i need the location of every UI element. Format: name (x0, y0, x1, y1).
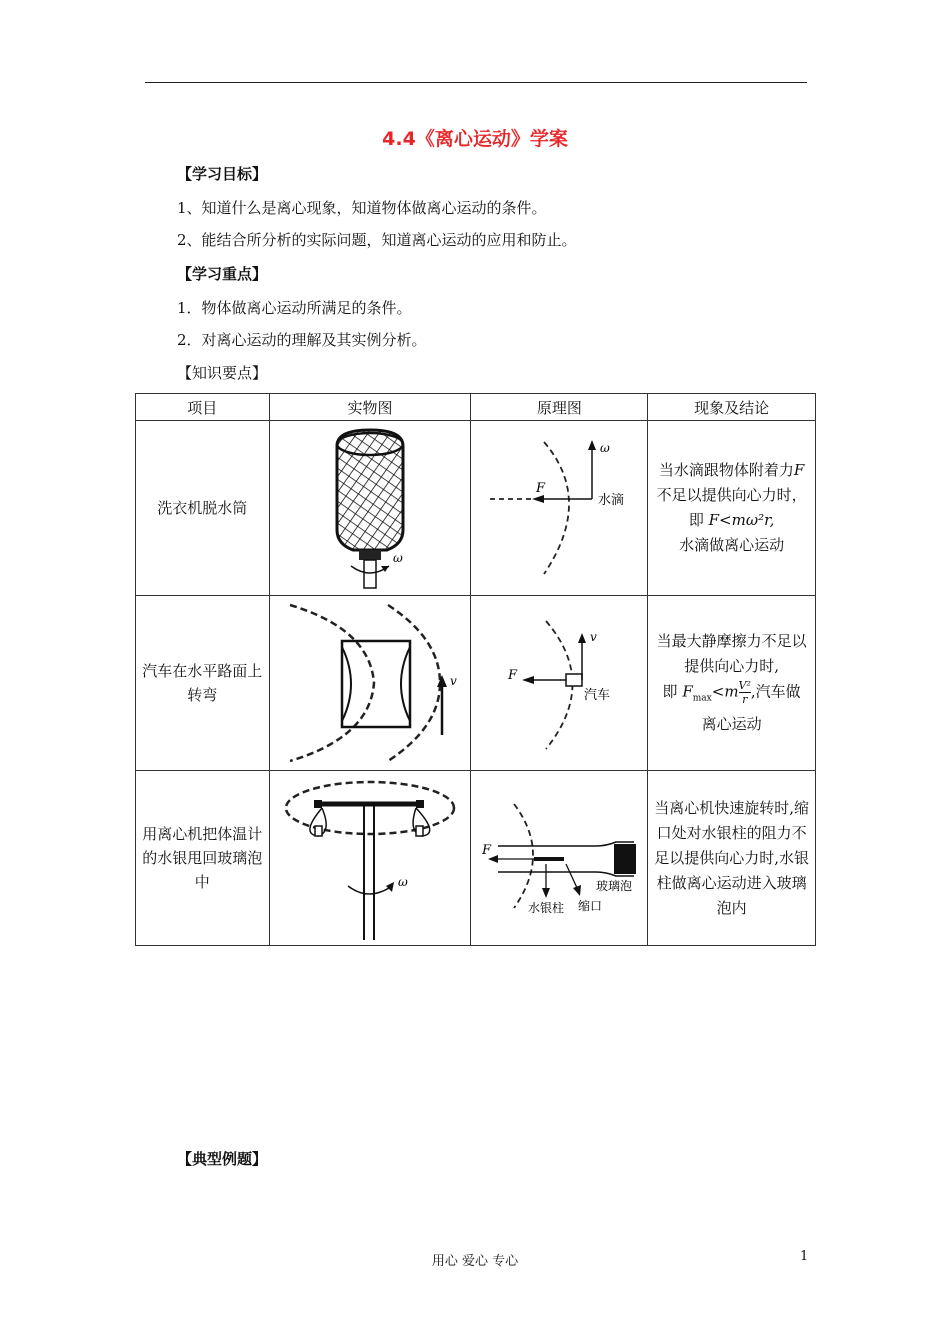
omega-label: ω (398, 875, 408, 889)
result-cell: 当离心机快速旋转时,缩口处对水银柱的阻力不足以提供向心力时,水银柱做离心运动进入玻璃泡内 (648, 771, 816, 946)
photo-cell (269, 771, 471, 946)
omega-label: ω (393, 551, 403, 565)
car-label: 汽车 (584, 688, 611, 703)
header-rule (145, 82, 807, 83)
table-row (136, 771, 816, 946)
velocity-label: v (450, 674, 457, 688)
water-drop-diagram (474, 424, 644, 592)
spin-dryer-illustration (275, 424, 465, 592)
fraction-numerator: V² (738, 679, 751, 693)
force-label: F (536, 481, 546, 496)
header-result: 现象及结论 (648, 394, 816, 421)
goal-item-2: 2、能结合所分析的实际问题，知道离心运动的应用和防止。 (177, 231, 577, 249)
force-label: F (508, 668, 518, 683)
result-text: 即 (662, 682, 678, 701)
focus-heading: 【学习重点】 (177, 265, 268, 283)
centrifuge-illustration (270, 774, 470, 942)
diagram-cell (471, 421, 648, 596)
constriction-label: 缩口 (578, 899, 603, 913)
page-title: 4.4《离心运动》学案 (382, 128, 568, 150)
result-cell (648, 421, 816, 596)
focus-item-1: 1．物体做离心运动所满足的条件。 (177, 299, 412, 317)
photo-cell (269, 596, 471, 771)
header-photo: 实物图 (269, 394, 471, 421)
item-cell: 用离心机把体温计的水银甩回玻璃泡中 (136, 771, 270, 946)
velocity-label: v (590, 630, 598, 644)
page-number: 1 (800, 1249, 809, 1264)
omega-label: ω (600, 441, 611, 455)
result-text: 不足以提供向心力时，即 (656, 486, 807, 529)
table-row (136, 596, 816, 771)
table-row (136, 421, 816, 596)
goal-item-1: 1、知道什么是离心现象，知道物体做离心运动的条件。 (177, 199, 547, 217)
force-subscript: max (692, 693, 712, 704)
result-cell (648, 596, 816, 771)
water-drop-label: 水滴 (598, 493, 625, 508)
fraction-denominator: r (742, 693, 748, 707)
focus-item-2: 2．对离心运动的理解及其实例分析。 (177, 331, 427, 349)
page-footer: 用心 爱心 专心 (431, 1254, 519, 1269)
result-text: ,汽车做 (750, 682, 801, 701)
force-symbol: F (682, 682, 693, 701)
table-header-row (136, 394, 816, 421)
bulb-label: 玻璃泡 (596, 879, 633, 893)
formula: F<mω²r, (708, 511, 775, 529)
knowledge-table (135, 393, 816, 946)
photo-cell (269, 421, 471, 596)
header-diagram: 原理图 (471, 394, 648, 421)
mercury-column-label: 水银柱 (528, 901, 565, 915)
item-cell: 洗衣机脱水筒 (136, 421, 270, 596)
force-label: F (482, 843, 492, 858)
header-item: 项目 (136, 394, 270, 421)
fraction (739, 679, 751, 706)
formula: <m (711, 682, 739, 701)
diagram-cell (471, 596, 648, 771)
examples-heading: 【典型例题】 (177, 1150, 268, 1168)
goals-heading: 【学习目标】 (177, 165, 268, 183)
car-turning-diagram (474, 599, 644, 767)
result-text: 当水滴跟物体附着力 (658, 461, 794, 479)
force-symbol: F (793, 461, 805, 479)
car-turning-illustration (270, 599, 470, 767)
result-text: 水滴做离心运动 (679, 536, 785, 554)
item-cell: 汽车在水平路面上转弯 (136, 596, 270, 771)
thermometer-diagram (474, 774, 644, 942)
result-text: 当最大静摩擦力不足以提供向心力时, (656, 632, 807, 676)
diagram-cell (471, 771, 648, 946)
result-text: 离心运动 (701, 714, 762, 733)
knowledge-heading: 【知识要点】 (177, 364, 268, 382)
